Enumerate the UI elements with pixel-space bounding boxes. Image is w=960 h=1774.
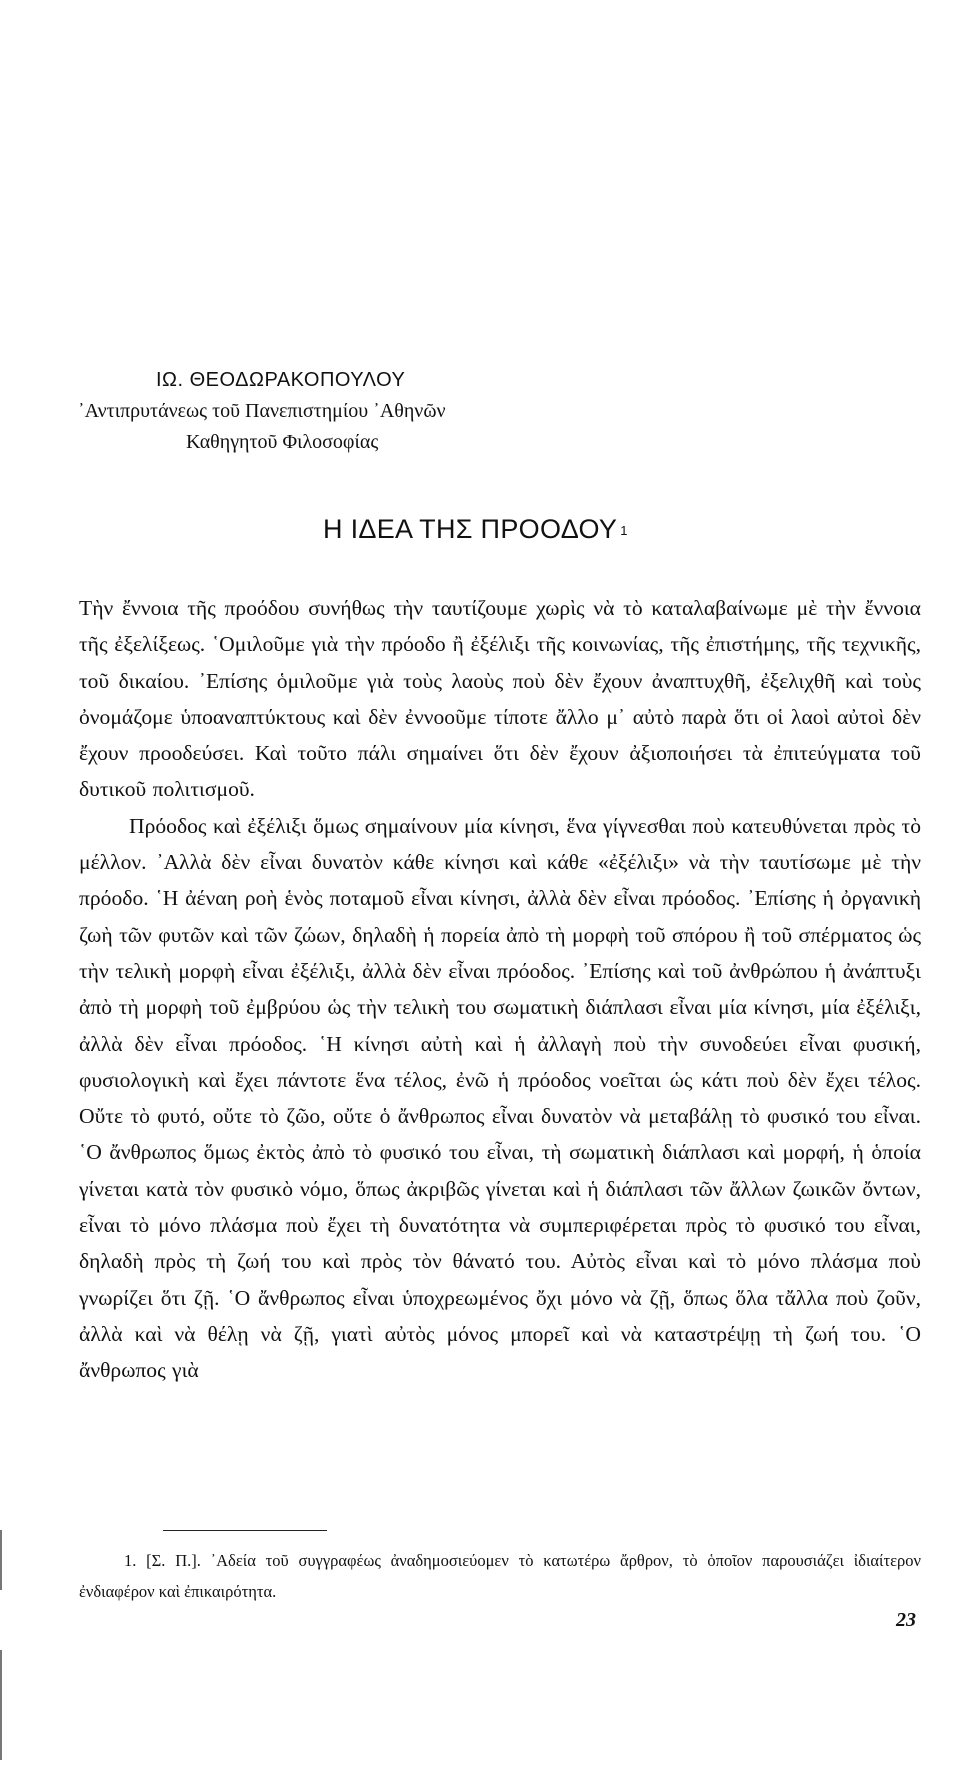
paragraph: Πρόοδος καὶ ἐξέλιξι ὅμως σημαίνουν μία κίνησι, ἕνα γίγνεσθαι ποὺ κατευθύνεται πρὸς τὸ μέλλον. ᾿Αλλὰ δὲν εἶναι δυνατὸν κάθε κίνησι καὶ κάθε «ἐξέλιξι» νὰ τὴν ταυτίσωμε μὲ τὴν πρόοδο. ῾Η ἀέναη ροὴ ἑνὸς ποταμοῦ εἶναι κίνησι, ἀλλὰ δὲν εἶναι πρόοδος. ᾿Επίσης ἡ ὀργανικὴ ζωὴ τῶν φυτῶν καὶ τῶν ζώων, δηλαδὴ ἡ πορεία ἀπὸ τὴ μορφὴ τοῦ σπόρου ἢ τοῦ σπέρματος ὡς τὴν τελικὴ μορφὴ εἶναι ἐξέλιξι, ἀλλὰ δὲν εἶναι πρόοδος. ᾿Επίσης καὶ τοῦ ἀνθρώπου ἡ ἀνάπτυξι ἀπὸ τὴ μορφὴ τοῦ ἐμβρύου ὡς τὴν τελικὴ του σωματικὴ διάπλασι εἶναι μία κίνησι, μία ἐξέλιξι, ἀλλὰ δὲν εἶναι πρόοδος. ῾Η κίνησι αὐτὴ καὶ ἡ ἀλλαγὴ ποὺ τὴν συνοδεύει εἶναι φυσική, φυσιολογικὴ καὶ ἔχει πάντοτε ἕνα τέλος, ἐνῶ ἡ πρόοδος νοεῖται ὡς κάτι ποὺ δὲν ἔχει τέλος. Οὔτε τὸ φυτό, οὔτε τὸ ζῶο, οὔτε ὁ ἄνθρωπος εἶναι δυνατὸν νὰ μεταβάλῃ τὸ φυσικό του εἶναι. ῾Ο ἄνθρωπος ὅμως ἐκτὸς ἀπὸ τὸ φυσικό του εἶναι, τὴ σωματικὴ διάπλασι καὶ μορφή, ἡ ὁποία γίνεται κατὰ τὸν φυσικὸ νόμο, ὅπως ἀκριβῶς γίνεται καὶ ἡ διάπλασι τῶν ἄλλων ζωικῶν ὄντων, εἶναι τὸ μόνο πλάσμα ποὺ ἔχει τὴ δυνατότητα νὰ συμπεριφέρεται πρὸς τὸ φυσικό του εἶναι, δηλαδὴ πρὸς τὴ ζωή του καὶ πρὸς τὸν θάνατό του. Αὐτὸς εἶναι καὶ τὸ μόνο πλάσμα ποὺ γνωρίζει ὅτι ζῇ. ῾Ο ἄνθρωπος εἶναι ὑποχρεωμένος ὄχι μόνο νὰ ζῇ, ὅπως ὅλα τἄλλα ποὺ ζοῦν, ἀλλὰ καὶ νὰ θέλῃ νὰ ζῇ, γιατὶ αὐτὸς μόνος μπορεῖ καὶ νὰ καταστρέψῃ τὴ ζωή του. ῾Ο ἄνθρωπος γιὰ xyxy=(79,813,921,1383)
page-number: 23 xyxy=(896,1609,916,1631)
footnote: 1. [Σ. Π.]. ᾿Αδεία τοῦ συγγραφέως ἀναδημοσιεύομεν τὸ κατωτέρω ἄρθρον, τὸ ὁποῖον παρουσιάζει ἰδιαίτερον ἐνδιαφέρον καὶ ἐπικαιρότητα. xyxy=(79,1551,921,1601)
paragraph: Τὴν ἔννοια τῆς προόδου συνήθως τὴν ταυτίζουμε χωρὶς νὰ τὸ καταλαβαίνωμε μὲ τὴν ἔννοια τῆς ἐξελίξεως. ῾Ομιλοῦμε γιὰ τὴν πρόοδο ἢ ἐξέλιξι τῆς κοινωνίας, τῆς ἐπιστήμης, τῆς τεχνικῆς, τοῦ δικαίου. ᾿Επίσης ὁμιλοῦμε γιὰ τοὺς λαοὺς ποὺ δὲν ἔχουν ἀναπτυχθῆ, ἐξελιχθῆ καὶ τοὺς ὀνομάζομε ὑποαναπτύκτους καὶ δὲν ἐννοοῦμε τίποτε ἄλλο μ᾿ αὐτὸ παρὰ ὅτι οἱ λαοὶ αὐτοὶ δὲν ἔχουν προοδεύσει. Καὶ τοῦτο πάλι σημαίνει ὅτι δὲν ἔχουν ἀξιοποιήσει τὰ ἐπιτεύγματα τοῦ δυτικοῦ πολιτισμοῦ. xyxy=(79,596,921,802)
footnote-divider xyxy=(163,1530,327,1531)
author-title: Καθηγητοῦ Φιλοσοφίας xyxy=(186,431,379,453)
article-title-text: Η ΙΔΕΑ ΤΗΣ ΠΡΟΟΔΟΥ xyxy=(323,514,618,544)
footnote-marker: 1 xyxy=(620,523,628,538)
scan-edge-mark xyxy=(0,1530,2,1590)
article-title xyxy=(323,513,628,545)
scan-edge-mark xyxy=(0,1650,2,1760)
article-body xyxy=(79,590,921,1389)
author-name: ΙΩ. ΘΕΟΔΩΡΑΚΟΠΟΥΛΟΥ xyxy=(156,369,406,391)
author-role: ᾿Αντιπρυτάνεως τοῦ Πανεπιστημίου ᾿Αθηνῶν xyxy=(78,400,446,422)
